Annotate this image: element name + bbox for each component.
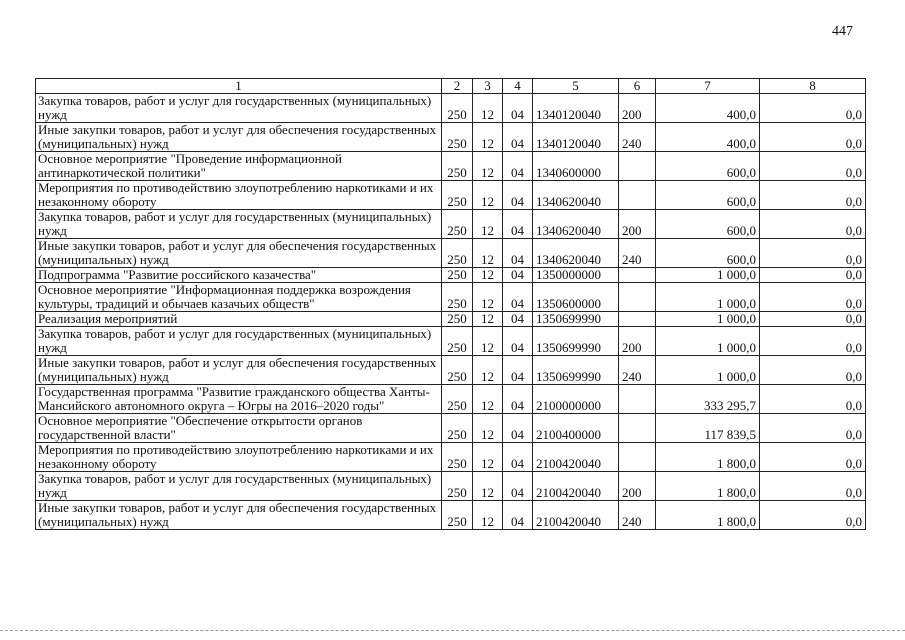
- row-col-3: 12: [473, 94, 503, 123]
- row-col-2: 250: [442, 239, 473, 268]
- row-code: 1340620040: [533, 210, 619, 239]
- row-amount: 1 000,0: [656, 283, 760, 312]
- table-row: [36, 356, 866, 385]
- row-col-3: 12: [473, 268, 503, 283]
- row-name: Иные закупки товаров, работ и услуг для обеспечения государственных (муниципальных) нужд: [36, 239, 442, 268]
- table-row: [36, 239, 866, 268]
- row-code: 1350699990: [533, 327, 619, 356]
- row-col-4: 04: [503, 152, 533, 181]
- row-name: Иные закупки товаров, работ и услуг для обеспечения государственных (муниципальных) нужд: [36, 501, 442, 530]
- row-amount-2: 0,0: [760, 443, 866, 472]
- header-col-4: 4: [503, 79, 533, 94]
- row-name: Иные закупки товаров, работ и услуг для обеспечения государственных (муниципальных) нужд: [36, 123, 442, 152]
- row-col-3: 12: [473, 443, 503, 472]
- row-amount: 600,0: [656, 152, 760, 181]
- row-amount-2: 0,0: [760, 94, 866, 123]
- row-type: [619, 414, 656, 443]
- row-name: Закупка товаров, работ и услуг для государственных (муниципальных) нужд: [36, 472, 442, 501]
- row-type: [619, 283, 656, 312]
- row-col-3: 12: [473, 312, 503, 327]
- row-col-2: 250: [442, 472, 473, 501]
- row-amount-2: 0,0: [760, 123, 866, 152]
- row-col-2: 250: [442, 181, 473, 210]
- row-col-2: 250: [442, 283, 473, 312]
- row-col-3: 12: [473, 472, 503, 501]
- row-type: 240: [619, 123, 656, 152]
- row-amount: 600,0: [656, 210, 760, 239]
- row-col-3: 12: [473, 152, 503, 181]
- row-type: 200: [619, 327, 656, 356]
- table-row: [36, 152, 866, 181]
- row-col-4: 04: [503, 123, 533, 152]
- row-amount-2: 0,0: [760, 472, 866, 501]
- row-code: 1350699990: [533, 356, 619, 385]
- row-amount: 400,0: [656, 123, 760, 152]
- table-row: [36, 385, 866, 414]
- row-name: Мероприятия по противодействию злоупотреблению наркотиками и их незаконному обороту: [36, 443, 442, 472]
- row-name: Иные закупки товаров, работ и услуг для обеспечения государственных (муниципальных) нужд: [36, 356, 442, 385]
- header-col-2: 2: [442, 79, 473, 94]
- table-row: [36, 312, 866, 327]
- row-col-3: 12: [473, 283, 503, 312]
- row-col-2: 250: [442, 443, 473, 472]
- row-col-2: 250: [442, 312, 473, 327]
- row-amount-2: 0,0: [760, 152, 866, 181]
- row-amount-2: 0,0: [760, 181, 866, 210]
- row-col-3: 12: [473, 181, 503, 210]
- row-col-4: 04: [503, 443, 533, 472]
- row-name: Государственная программа "Развитие гражданского общества Ханты-Мансийского автономного округа – Югры на 2016–2020 годы": [36, 385, 442, 414]
- table-row: [36, 123, 866, 152]
- row-amount: 600,0: [656, 239, 760, 268]
- row-col-3: 12: [473, 501, 503, 530]
- header-col-1: 1: [36, 79, 442, 94]
- row-name: Основное мероприятие "Информационная поддержка возрождения культуры, традиций и обычаев казачьих обществ": [36, 283, 442, 312]
- table-row: [36, 210, 866, 239]
- row-amount: 333 295,7: [656, 385, 760, 414]
- row-name: Основное мероприятие "Обеспечение открытости органов государственной власти": [36, 414, 442, 443]
- table-row: [36, 283, 866, 312]
- row-name: Закупка товаров, работ и услуг для государственных (муниципальных) нужд: [36, 210, 442, 239]
- table-row: [36, 443, 866, 472]
- row-code: 1350600000: [533, 283, 619, 312]
- row-code: 1340620040: [533, 239, 619, 268]
- row-col-2: 250: [442, 414, 473, 443]
- row-col-4: 04: [503, 181, 533, 210]
- header-col-7: 7: [656, 79, 760, 94]
- row-code: 1340620040: [533, 181, 619, 210]
- row-amount: 1 800,0: [656, 443, 760, 472]
- row-col-2: 250: [442, 356, 473, 385]
- row-amount-2: 0,0: [760, 414, 866, 443]
- table-body: [36, 94, 866, 530]
- header-col-6: 6: [619, 79, 656, 94]
- row-type: [619, 312, 656, 327]
- row-code: 1340120040: [533, 123, 619, 152]
- row-col-2: 250: [442, 210, 473, 239]
- row-col-2: 250: [442, 268, 473, 283]
- row-amount-2: 0,0: [760, 283, 866, 312]
- row-col-2: 250: [442, 94, 473, 123]
- row-col-4: 04: [503, 356, 533, 385]
- row-col-4: 04: [503, 210, 533, 239]
- row-code: 1340600000: [533, 152, 619, 181]
- row-col-3: 12: [473, 327, 503, 356]
- row-col-4: 04: [503, 472, 533, 501]
- row-name: Закупка товаров, работ и услуг для государственных (муниципальных) нужд: [36, 94, 442, 123]
- header-col-5: 5: [533, 79, 619, 94]
- row-code: 2100420040: [533, 443, 619, 472]
- row-amount-2: 0,0: [760, 312, 866, 327]
- row-type: [619, 385, 656, 414]
- row-type: 240: [619, 239, 656, 268]
- row-amount-2: 0,0: [760, 327, 866, 356]
- row-amount: 1 000,0: [656, 312, 760, 327]
- row-amount: 400,0: [656, 94, 760, 123]
- row-col-4: 04: [503, 283, 533, 312]
- row-code: 2100420040: [533, 501, 619, 530]
- row-amount: 1 000,0: [656, 356, 760, 385]
- row-amount: 1 000,0: [656, 327, 760, 356]
- row-code: 2100000000: [533, 385, 619, 414]
- row-col-2: 250: [442, 123, 473, 152]
- row-type: [619, 443, 656, 472]
- header-col-8: 8: [760, 79, 866, 94]
- table-row: [36, 414, 866, 443]
- row-type: [619, 268, 656, 283]
- budget-table: [35, 78, 866, 530]
- header-row: [36, 79, 866, 94]
- row-amount-2: 0,0: [760, 501, 866, 530]
- row-type: 200: [619, 210, 656, 239]
- row-col-3: 12: [473, 123, 503, 152]
- row-code: 1350699990: [533, 312, 619, 327]
- table-row: [36, 327, 866, 356]
- row-col-3: 12: [473, 356, 503, 385]
- row-col-3: 12: [473, 210, 503, 239]
- row-amount: 1 800,0: [656, 472, 760, 501]
- scan-edge-line: [0, 630, 905, 631]
- row-amount: 117 839,5: [656, 414, 760, 443]
- row-type: 240: [619, 356, 656, 385]
- row-col-4: 04: [503, 414, 533, 443]
- row-name: Мероприятия по противодействию злоупотреблению наркотиками и их незаконному обороту: [36, 181, 442, 210]
- row-name: Реализация мероприятий: [36, 312, 442, 327]
- row-col-3: 12: [473, 239, 503, 268]
- row-col-4: 04: [503, 327, 533, 356]
- row-amount: 1 800,0: [656, 501, 760, 530]
- row-col-3: 12: [473, 414, 503, 443]
- table-row: [36, 181, 866, 210]
- table-row: [36, 94, 866, 123]
- page-number: 447: [832, 24, 853, 39]
- row-code: 2100400000: [533, 414, 619, 443]
- row-type: [619, 181, 656, 210]
- row-amount-2: 0,0: [760, 356, 866, 385]
- table-row: [36, 268, 866, 283]
- row-amount-2: 0,0: [760, 210, 866, 239]
- row-code: 1350000000: [533, 268, 619, 283]
- row-name: Основное мероприятие "Проведение информационной антинаркотической политики": [36, 152, 442, 181]
- table-row: [36, 472, 866, 501]
- row-col-4: 04: [503, 385, 533, 414]
- row-col-3: 12: [473, 385, 503, 414]
- row-type: [619, 152, 656, 181]
- row-col-4: 04: [503, 239, 533, 268]
- row-type: 200: [619, 472, 656, 501]
- row-name: Закупка товаров, работ и услуг для государственных (муниципальных) нужд: [36, 327, 442, 356]
- row-type: 240: [619, 501, 656, 530]
- row-amount-2: 0,0: [760, 268, 866, 283]
- row-amount-2: 0,0: [760, 239, 866, 268]
- row-amount: 1 000,0: [656, 268, 760, 283]
- row-col-4: 04: [503, 312, 533, 327]
- row-name: Подпрограмма "Развитие российского казачества": [36, 268, 442, 283]
- table-row: [36, 501, 866, 530]
- row-col-2: 250: [442, 385, 473, 414]
- row-col-4: 04: [503, 268, 533, 283]
- row-col-4: 04: [503, 94, 533, 123]
- header-col-3: 3: [473, 79, 503, 94]
- row-amount-2: 0,0: [760, 385, 866, 414]
- row-col-2: 250: [442, 152, 473, 181]
- row-code: 2100420040: [533, 472, 619, 501]
- row-col-2: 250: [442, 327, 473, 356]
- row-col-2: 250: [442, 501, 473, 530]
- row-code: 1340120040: [533, 94, 619, 123]
- row-amount: 600,0: [656, 181, 760, 210]
- row-type: 200: [619, 94, 656, 123]
- row-col-4: 04: [503, 501, 533, 530]
